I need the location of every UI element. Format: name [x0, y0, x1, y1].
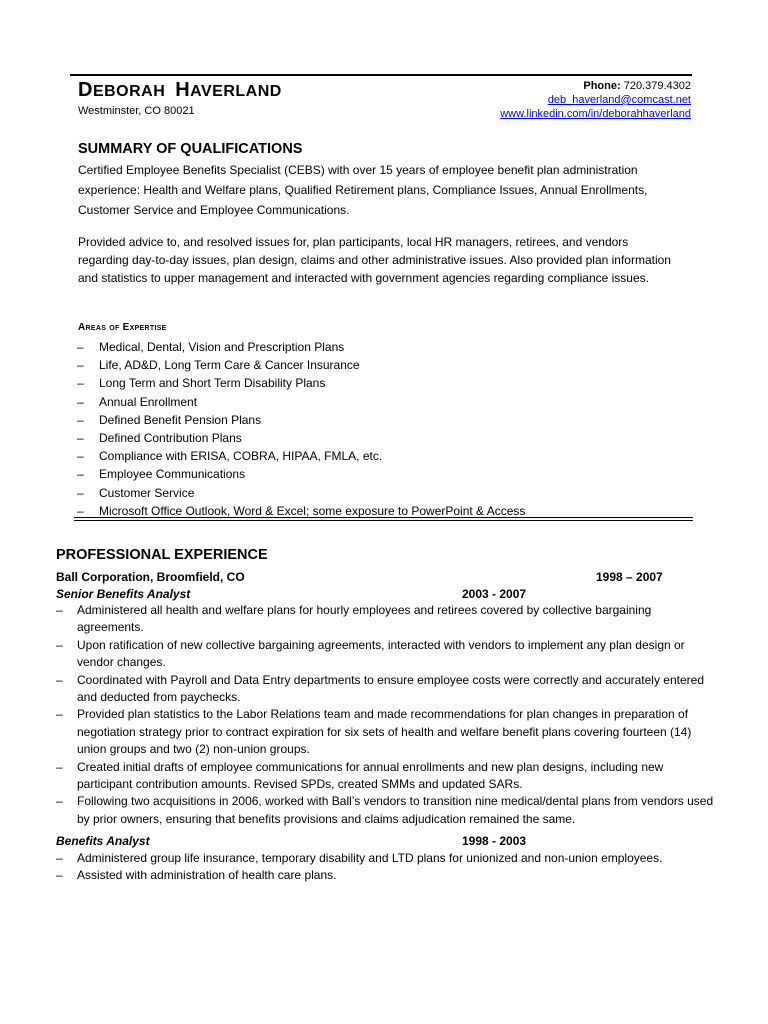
- duty-item: – Upon ratification of new collective bargaining agreements, interacted with vendors to implement any plan design or vendor changes.: [56, 637, 716, 672]
- expertise-list: [77, 338, 525, 520]
- duty-item: – Administered group life insurance, temporary disability and LTD plans for unionized and non-union employees.: [56, 850, 716, 867]
- expertise-item: – Microsoft Office Outlook, Word & Excel; some exposure to PowerPoint & Access: [77, 502, 525, 520]
- summary-title: SUMMARY OF QUALIFICATIONS: [78, 141, 303, 157]
- role-dates-senior: 2003 - 2007: [462, 587, 527, 601]
- role-title-analyst: Benefits Analyst: [56, 834, 150, 848]
- duty-item: – Following two acquisitions in 2006, worked with Ball’s vendors to transition nine medical/dental plans from vendors used by prior owners, ensuring that benefits provisions and claims adjudication remained the same.: [56, 793, 716, 828]
- summary-paragraph-1: Certified Employee Benefits Specialist (CEBS) with over 15 years of employee benefit plan administration experience: Health and Welfare plans, Qualified Retirement plans, Compliance Issues, Annual Enrollments, Customer Service and Employee Communications.: [78, 163, 648, 217]
- duty-item: – Administered all health and welfare plans for hourly employees and retirees covered by collective bargaining agreements.: [56, 602, 716, 637]
- candidate-location: Westminster, CO 80021: [78, 105, 195, 117]
- phone-label: Phone:: [583, 80, 621, 92]
- duty-item: – Created initial drafts of employee communications for annual enrollments and new plan designs, including new participant contribution amounts. Revised SPDs, created SMMs and updated SARs.: [56, 759, 716, 794]
- contact-block: [500, 79, 691, 121]
- section-divider: [74, 517, 693, 521]
- linkedin-link[interactable]: www.linkedin.com/in/deborahhaverland: [500, 108, 691, 120]
- experience-title: PROFESSIONAL EXPERIENCE: [56, 547, 268, 563]
- duty-item: – Assisted with administration of health care plans.: [56, 867, 716, 884]
- expertise-item: – Long Term and Short Term Disability Plans: [77, 374, 525, 392]
- senior-role-bullets: [56, 602, 716, 828]
- phone-number: 720.379.4302: [623, 80, 691, 92]
- expertise-item: – Employee Communications: [77, 465, 525, 483]
- analyst-role-bullets: [56, 850, 716, 885]
- phone-line: [500, 79, 691, 93]
- role-dates-analyst: 1998 - 2003: [462, 834, 527, 848]
- expertise-item: – Customer Service: [77, 484, 525, 502]
- expertise-item: – Annual Enrollment: [77, 393, 525, 411]
- expertise-item: – Defined Benefit Pension Plans: [77, 411, 525, 429]
- expertise-item: – Life, AD&D, Long Term Care & Cancer Insurance: [77, 356, 525, 374]
- expertise-item: – Defined Contribution Plans: [77, 429, 525, 447]
- role-title-senior: Senior Benefits Analyst: [56, 587, 191, 601]
- expertise-item: – Medical, Dental, Vision and Prescription Plans: [77, 338, 525, 356]
- candidate-name: DEBORAH HAVERLAND: [78, 79, 282, 101]
- duty-item: – Provided plan statistics to the Labor Relations team and made recommendations for plan changes in preparation of negotiation strategy prior to contract expiration for six sets of health and welfare benefit plans covering fourteen (14) union groups and two (2) non-union groups.: [56, 706, 716, 758]
- header-rule: [70, 74, 692, 76]
- duty-item: – Coordinated with Payroll and Data Entry departments to ensure employee costs were correctly and accurately entered and deducted from paychecks.: [56, 672, 716, 707]
- email-link[interactable]: deb_haverland@comcast.net: [547, 94, 691, 106]
- employer-dates: 1998 – 2007: [596, 570, 663, 584]
- expertise-item: – Compliance with ERISA, COBRA, HIPAA, FMLA, etc.: [77, 447, 525, 465]
- summary-paragraph-2: Provided advice to, and resolved issues for, plan participants, local HR managers, retirees, and vendors regarding day-to-day issues, plan design, claims and other administrative issues. Also provided plan information and statistics to upper management and interacted with government agencies regarding compliance issues.: [78, 235, 671, 285]
- expertise-heading: Areas of Expertise: [78, 322, 167, 333]
- employer-name: Ball Corporation, Broomfield, CO: [56, 570, 245, 584]
